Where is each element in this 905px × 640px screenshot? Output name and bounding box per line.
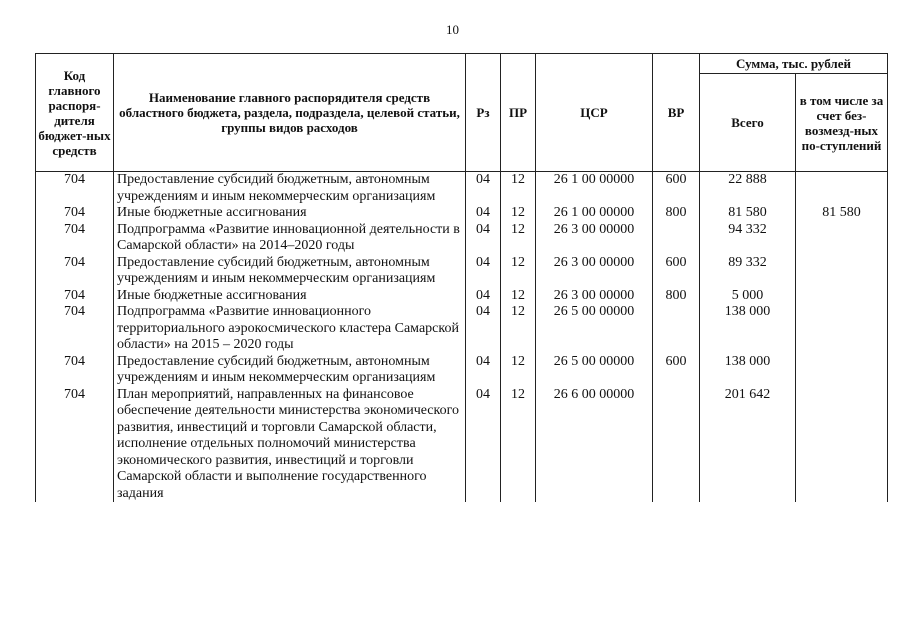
cell-gratis — [796, 354, 888, 387]
cell-rz: 04 — [466, 205, 501, 222]
cell-gratis — [796, 387, 888, 503]
header-rz: Рз — [466, 54, 501, 172]
cell-pr: 12 — [501, 172, 536, 206]
cell-pr: 12 — [501, 222, 536, 255]
cell-gratis — [796, 255, 888, 288]
cell-vr: 800 — [653, 288, 700, 305]
cell-csr: 26 1 00 00000 — [536, 205, 653, 222]
cell-total: 138 000 — [700, 304, 796, 354]
cell-code: 704 — [36, 387, 114, 503]
cell-csr: 26 3 00 00000 — [536, 255, 653, 288]
cell-code: 704 — [36, 222, 114, 255]
cell-total: 138 000 — [700, 354, 796, 387]
header-gratis: в том числе за счет без-возмезд-ных по-ступлений — [796, 74, 888, 172]
header-total: Всего — [700, 74, 796, 172]
cell-vr — [653, 387, 700, 503]
cell-vr: 800 — [653, 205, 700, 222]
cell-name: Предоставление субсидий бюджетным, автономным учреждениям и иным некоммерческим организациям — [114, 354, 466, 387]
cell-csr: 26 3 00 00000 — [536, 288, 653, 305]
table-row — [36, 387, 888, 503]
header-vr: ВР — [653, 54, 700, 172]
cell-pr: 12 — [501, 304, 536, 354]
budget-table — [35, 53, 888, 502]
cell-gratis — [796, 172, 888, 206]
cell-pr: 12 — [501, 387, 536, 503]
table-row — [36, 205, 888, 222]
cell-vr: 600 — [653, 172, 700, 206]
cell-name: Иные бюджетные ассигнования — [114, 205, 466, 222]
cell-total: 89 332 — [700, 255, 796, 288]
cell-rz: 04 — [466, 255, 501, 288]
cell-name: План мероприятий, направленных на финансовое обеспечение деятельности министерства экономического развития, инвестиций и торговли Самарской области, исполнение отдельных полномочий министерства экономического развития, инвестиций и торговли Самарской области и выполнение государственного задания — [114, 387, 466, 503]
table-row — [36, 304, 888, 354]
header-pr: ПР — [501, 54, 536, 172]
cell-name: Предоставление субсидий бюджетным, автономным учреждениям и иным некоммерческим организациям — [114, 172, 466, 206]
cell-csr: 26 1 00 00000 — [536, 172, 653, 206]
cell-total: 94 332 — [700, 222, 796, 255]
table-row — [36, 255, 888, 288]
header-name: Наименование главного распорядителя средств областного бюджета, раздела, подраздела, целевой статьи, группы видов расходов — [114, 54, 466, 172]
cell-total: 201 642 — [700, 387, 796, 503]
cell-vr: 600 — [653, 354, 700, 387]
cell-pr: 12 — [501, 205, 536, 222]
cell-code: 704 — [36, 288, 114, 305]
table-row — [36, 222, 888, 255]
cell-csr: 26 5 00 00000 — [536, 354, 653, 387]
cell-name: Предоставление субсидий бюджетным, автономным учреждениям и иным некоммерческим организациям — [114, 255, 466, 288]
cell-pr: 12 — [501, 255, 536, 288]
cell-gratis — [796, 288, 888, 305]
cell-code: 704 — [36, 354, 114, 387]
cell-total: 22 888 — [700, 172, 796, 206]
cell-rz: 04 — [466, 172, 501, 206]
cell-pr: 12 — [501, 354, 536, 387]
cell-gratis — [796, 222, 888, 255]
table-row — [36, 288, 888, 305]
cell-gratis: 81 580 — [796, 205, 888, 222]
table-row — [36, 354, 888, 387]
cell-name: Иные бюджетные ассигнования — [114, 288, 466, 305]
cell-code: 704 — [36, 205, 114, 222]
table-row — [36, 172, 888, 206]
cell-code: 704 — [36, 172, 114, 206]
cell-name: Подпрограмма «Развитие инновационного территориального аэрокосмического кластера Самарской области» на 2015 – 2020 годы — [114, 304, 466, 354]
cell-code: 704 — [36, 255, 114, 288]
cell-csr: 26 6 00 00000 — [536, 387, 653, 503]
cell-rz: 04 — [466, 387, 501, 503]
cell-total: 81 580 — [700, 205, 796, 222]
cell-gratis — [796, 304, 888, 354]
cell-code: 704 — [36, 304, 114, 354]
header-csr: ЦСР — [536, 54, 653, 172]
cell-vr — [653, 222, 700, 255]
cell-pr: 12 — [501, 288, 536, 305]
header-code: Код главного распоря-дителя бюджет-ных средств — [36, 54, 114, 172]
cell-rz: 04 — [466, 304, 501, 354]
cell-total: 5 000 — [700, 288, 796, 305]
cell-vr — [653, 304, 700, 354]
cell-name: Подпрограмма «Развитие инновационной деятельности в Самарской области» на 2014–2020 годы — [114, 222, 466, 255]
cell-rz: 04 — [466, 288, 501, 305]
cell-csr: 26 5 00 00000 — [536, 304, 653, 354]
cell-csr: 26 3 00 00000 — [536, 222, 653, 255]
header-sum: Сумма, тыс. рублей — [700, 54, 888, 74]
cell-rz: 04 — [466, 222, 501, 255]
page-number: 10 — [446, 22, 459, 37]
cell-vr: 600 — [653, 255, 700, 288]
cell-rz: 04 — [466, 354, 501, 387]
